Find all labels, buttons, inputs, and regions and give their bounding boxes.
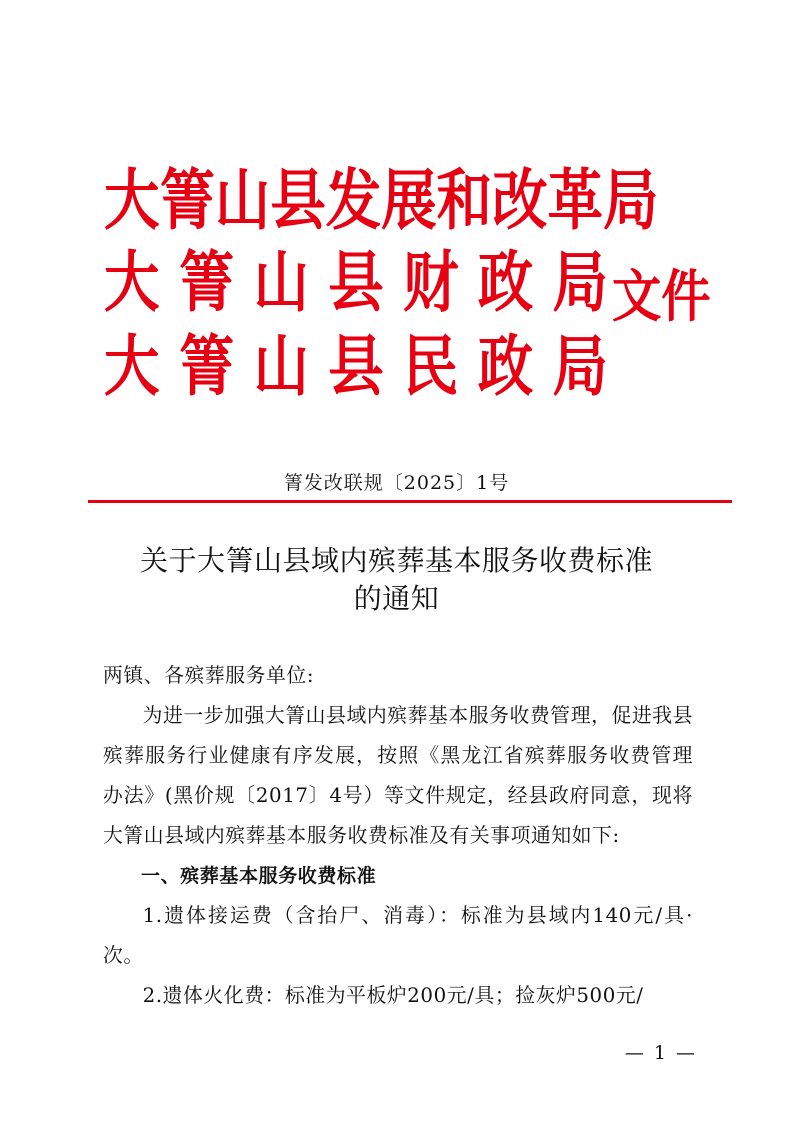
org-line-civil-affairs-bureau: 大 箐 山 县 民 政 局 bbox=[104, 328, 608, 405]
document-body bbox=[103, 656, 693, 1016]
org-line-finance-bureau: 大 箐 山 县 财 政 局 bbox=[104, 244, 608, 321]
title-line-1: 关于大箐山县域内殡葬基本服务收费标准 bbox=[139, 544, 653, 577]
page-title bbox=[0, 542, 793, 618]
page-number: — 1 — bbox=[624, 1042, 697, 1064]
list-item: 1.遗体接运费（含抬尸、消毒）：标准为县域内140元/具·次。 bbox=[103, 904, 693, 967]
list-item: 2.遗体火化费：标准为平板炉200元/具；捡灰炉500元/ bbox=[142, 984, 644, 1007]
org-line-development-reform-bureau: 大 箐 山 县 发 展 和 改 革 局 bbox=[104, 162, 659, 239]
paragraph-intro: 为进一步加强大箐山县域内殡葬基本服务收费管理，促进我县殡葬服务行业健康有序发展，按照《黑龙江省殡葬服务收费管理办法》(黑价规〔2017〕4号）等文件规定，经县政府同意，现将大箐山县域内殡葬基本服务收费标准及有关事项通知如下: bbox=[103, 704, 693, 847]
section-heading: 一、殡葬基本服务收费标准 bbox=[141, 865, 377, 887]
red-divider bbox=[88, 500, 732, 503]
document-number: 箐发改联规〔2025〕1号 bbox=[283, 472, 510, 494]
salutation: 两镇、各殡葬服务单位: bbox=[103, 664, 315, 687]
document-suffix: 文件 bbox=[612, 265, 711, 330]
title-line-2: 的通知 bbox=[353, 582, 440, 615]
